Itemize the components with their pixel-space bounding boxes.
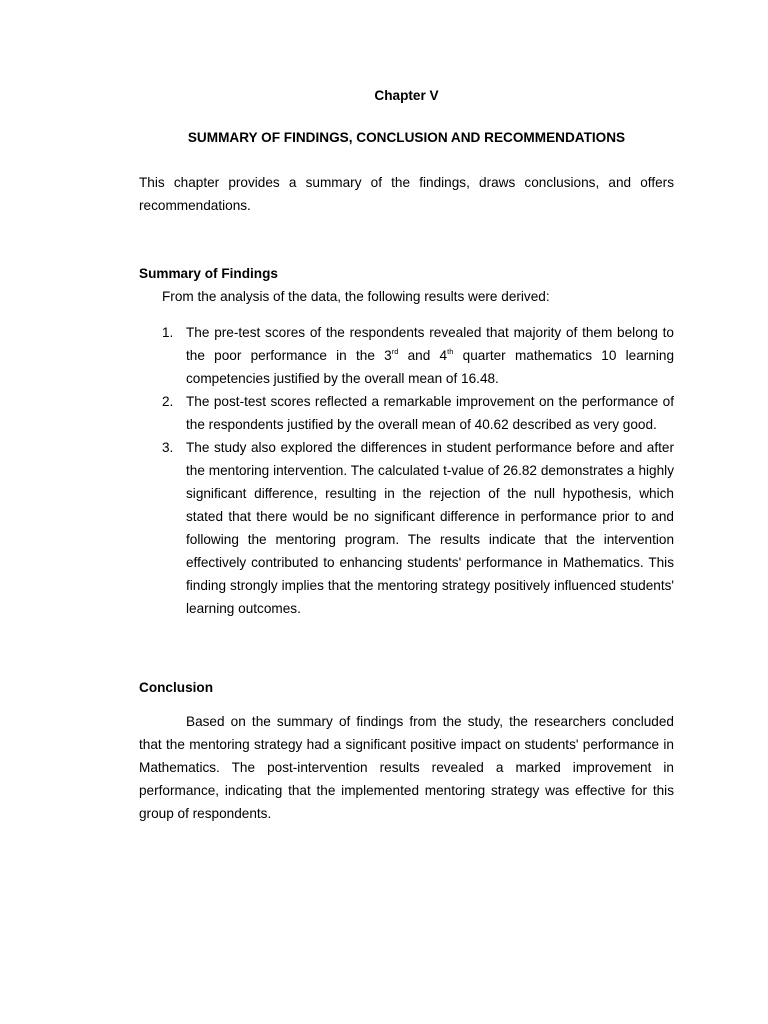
finding-text: The study also explored the differences in student performance before and after the mentoring intervention. The calculated t-value of 26.82 demonstrates a highly significant difference, resulting in the rejection of the null hypothesis, which stated that there would be no significant difference in performance prior to and following the mentoring program. The results indicate that the intervention effectively contributed to enhancing students' performance in Mathematics. This finding strongly implies that the mentoring strategy positively influenced students' learning outcomes.: [186, 440, 674, 616]
finding-text: The post-test scores reflected a remarkable improvement on the performance of the respondents justified by the overall mean of 40.62 described as very good.: [186, 394, 674, 432]
finding-text: and 4: [398, 348, 448, 363]
conclusion-heading: Conclusion: [139, 680, 214, 695]
ordinal-suffix: th: [447, 347, 454, 356]
findings-list: [139, 321, 674, 620]
conclusion-paragraph: Based on the summary of findings from the study, the researchers concluded that the mentoring strategy had a significant positive impact on students' performance in Mathematics. The post-intervention results revealed a marked improvement in performance, indicating that the implemented mentoring strategy was effective for this group of respondents.: [139, 714, 674, 821]
finding-item-1: [139, 321, 674, 390]
finding-text: quarter mathematics 10 learning competencies justified by the overall mean of 16.48.: [186, 348, 674, 386]
finding-text: The pre-test scores of the respondents revealed that majority of them belong to the poor performance in the 3: [186, 325, 674, 363]
finding-number: 3.: [162, 440, 174, 455]
findings-lead-text: From the analysis of the data, the following results were derived:: [162, 289, 550, 304]
ordinal-suffix: rd: [391, 347, 399, 356]
finding-item-2: [139, 390, 674, 436]
intro-paragraph: This chapter provides a summary of the findings, draws conclusions, and offers recommendations.: [139, 175, 674, 213]
finding-item-3: [139, 436, 674, 620]
finding-number: 1.: [162, 325, 174, 340]
page-title: SUMMARY OF FINDINGS, CONCLUSION AND RECOMMENDATIONS: [187, 130, 626, 145]
chapter-label: Chapter V: [374, 88, 439, 103]
finding-number: 2.: [162, 394, 174, 409]
findings-heading: Summary of Findings: [139, 266, 278, 281]
